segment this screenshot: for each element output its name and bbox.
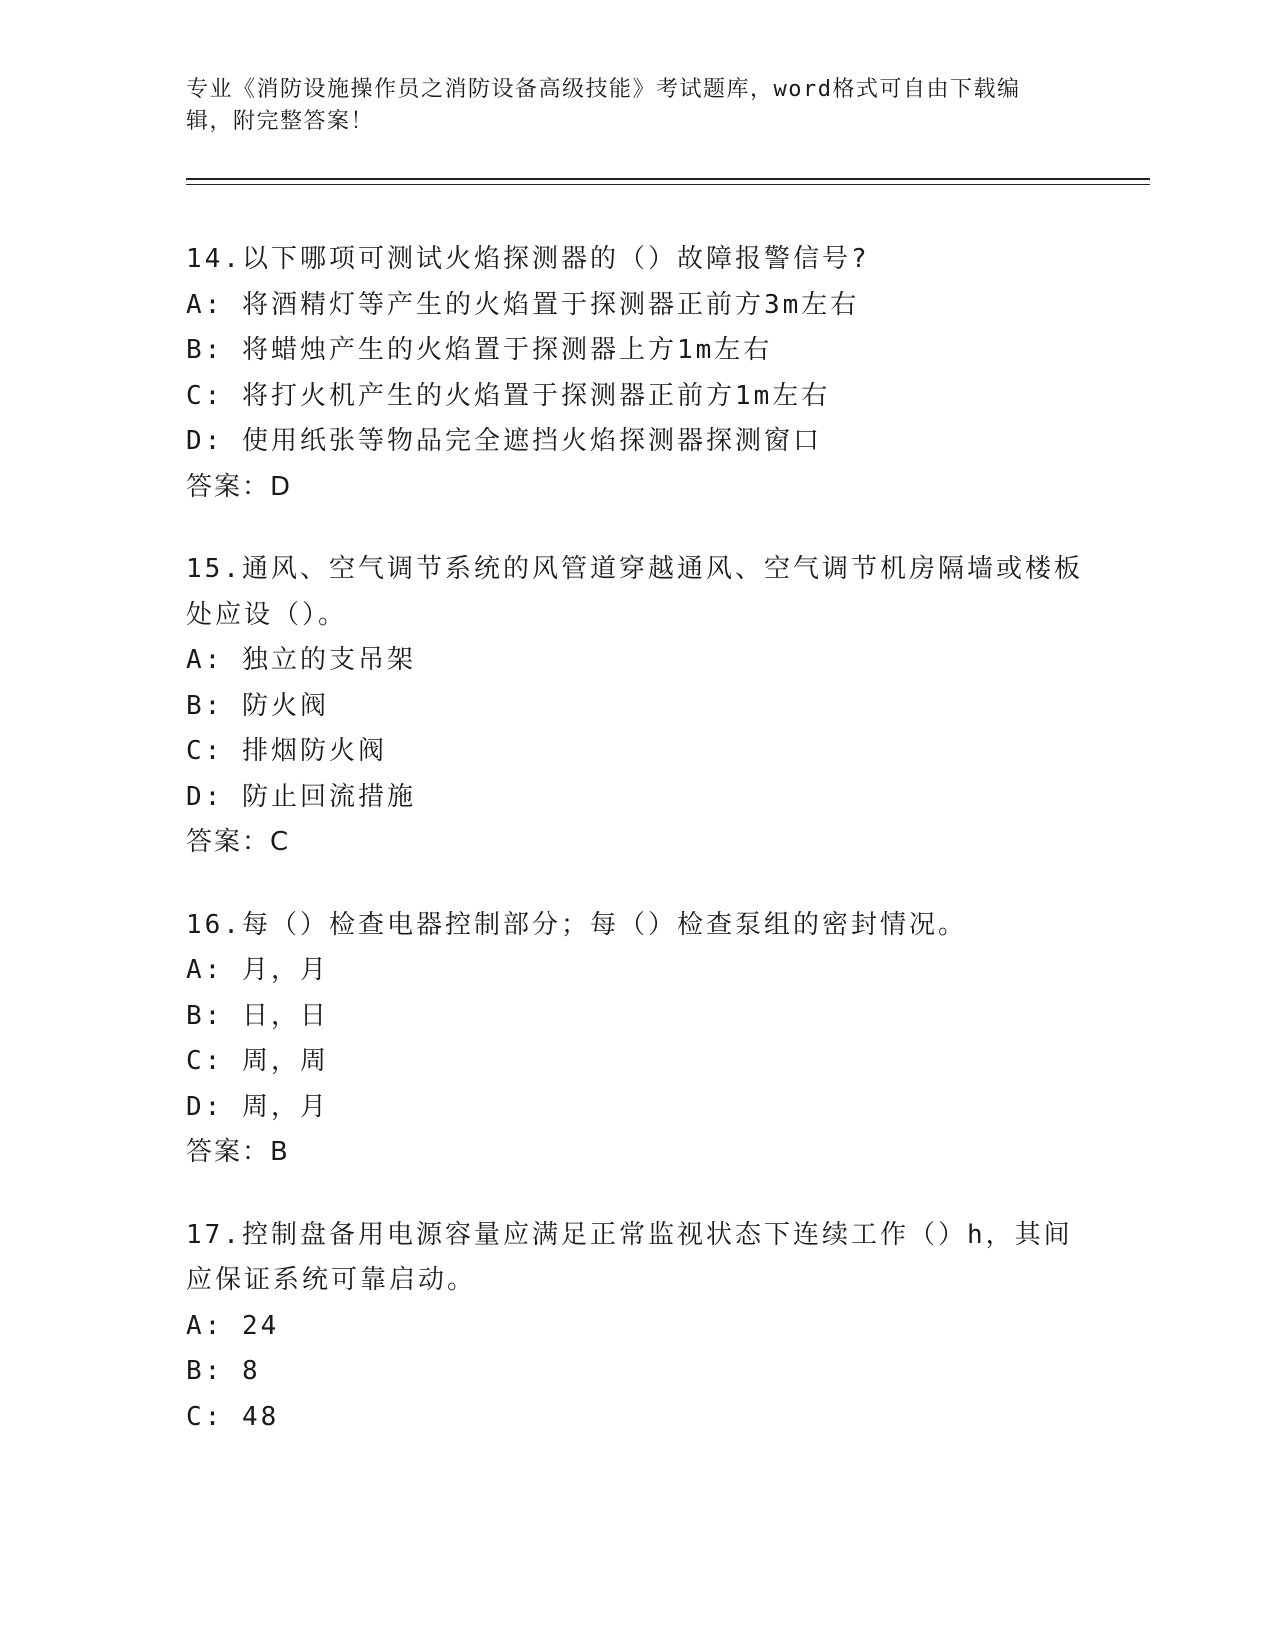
question-stem: 16.每（）检查电器控制部分；每（）检查泵组的密封情况。 — [186, 909, 967, 940]
question-stem-continued: 应保证系统可靠启动。 — [186, 1265, 477, 1295]
option-a: A: 月，月 — [186, 955, 329, 985]
option-b: B: 8 — [186, 1356, 261, 1386]
question-stem: 17.控制盘备用电源容量应满足正常监视状态下连续工作（）h，其间 — [186, 1219, 1073, 1250]
question-stem: 14.以下哪项可测试火焰探测器的（）故障报警信号? — [186, 244, 870, 274]
header-divider-thick — [186, 178, 1150, 180]
option-c: C: 将打火机产生的火焰置于探测器正前方1m左右 — [186, 380, 831, 411]
option-c: C: 排烟防火阀 — [186, 736, 387, 766]
option-a: A: 24 — [186, 1310, 280, 1341]
option-d: D: 防止回流措施 — [186, 781, 416, 812]
question-17 — [186, 1213, 1086, 1441]
option-c: C: 周，周 — [186, 1046, 329, 1076]
document-header — [186, 74, 1086, 138]
answer-line: 答案：B — [186, 1137, 290, 1167]
question-stem-continued: 处应设（）。 — [186, 599, 348, 630]
option-a: A: 将酒精灯等产生的火焰置于探测器正前方3m左右 — [186, 289, 860, 320]
header-line-1: 专业《消防设施操作员之消防设备高级技能》考试题库，word格式可自由下载编 — [186, 77, 1021, 102]
answer-line: 答案：C — [186, 827, 291, 857]
option-d: D: 周，月 — [186, 1091, 329, 1122]
option-b: B: 日，日 — [186, 1000, 329, 1031]
option-a: A: 独立的支吊架 — [186, 645, 416, 675]
header-divider-thin — [186, 184, 1150, 185]
answer-line: 答案：D — [186, 471, 293, 502]
question-14 — [186, 237, 1086, 510]
question-15 — [186, 547, 1086, 866]
option-b: B: 防火阀 — [186, 690, 329, 721]
option-b: B: 将蜡烛产生的火焰置于探测器上方1m左右 — [186, 335, 773, 365]
header-line-2: 辑，附完整答案！ — [186, 109, 375, 134]
question-list — [186, 237, 1086, 1477]
option-d: D: 使用纸张等物品完全遮挡火焰探测器探测窗口 — [186, 426, 822, 456]
option-c: C: 48 — [186, 1401, 280, 1432]
question-16 — [186, 903, 1086, 1176]
question-stem: 15.通风、空气调节系统的风管道穿越通风、空气调节机房隔墙或楼板 — [186, 554, 1083, 584]
